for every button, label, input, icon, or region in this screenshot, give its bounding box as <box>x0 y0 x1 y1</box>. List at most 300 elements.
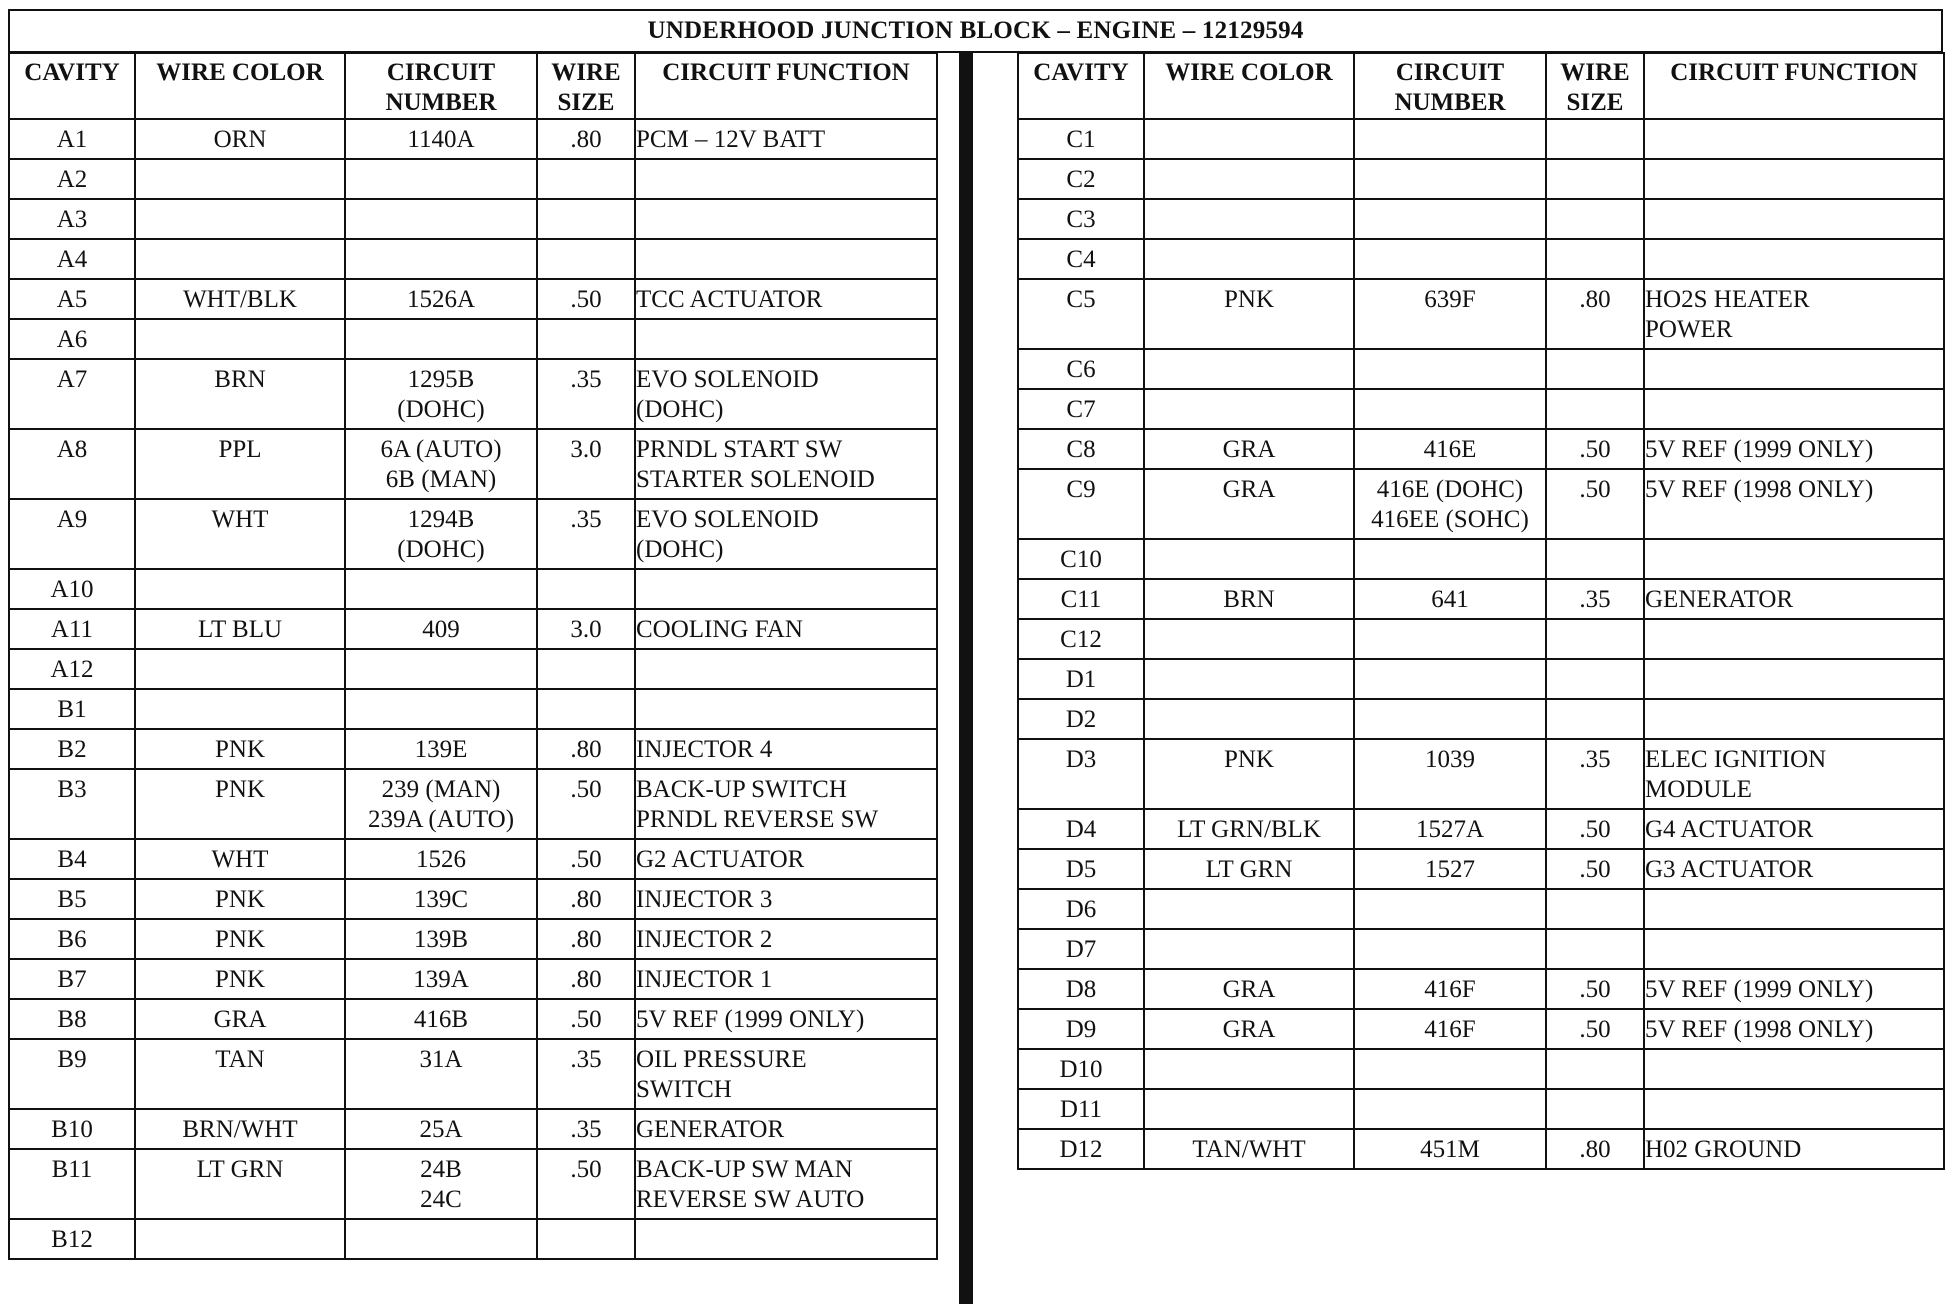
wire-color-cell: BRN <box>1144 579 1354 619</box>
circuit-function-line: STARTER SOLENOID <box>636 466 875 493</box>
wire-size-cell: 3.0 <box>537 429 635 499</box>
table-row <box>1018 349 1944 389</box>
wire-size-cell: .50 <box>537 999 635 1039</box>
cavity-cell: D1 <box>1018 659 1144 699</box>
wire-size-cell <box>1546 929 1644 969</box>
left-table-body <box>9 119 937 1259</box>
table-row <box>1018 889 1944 929</box>
header-wire-size <box>1546 53 1644 119</box>
circuit-function-line: INJECTOR 1 <box>636 966 773 993</box>
circuit-number-cell <box>1354 889 1546 929</box>
cavity-cell: B4 <box>9 839 135 879</box>
circuit-number-cell <box>1354 349 1546 389</box>
circuit-function-cell <box>1644 739 1944 809</box>
circuit-function-cell <box>635 999 937 1039</box>
circuit-function-line: EVO SOLENOID <box>636 366 819 393</box>
circuit-function-line: PCM – 12V BATT <box>636 126 826 153</box>
cavity-cell: B2 <box>9 729 135 769</box>
circuit-number-cell <box>1354 579 1546 619</box>
circuit-function-cell <box>635 1219 937 1259</box>
circuit-number-line: 451M <box>1420 1136 1480 1163</box>
header-wire-color: WIRE COLOR <box>1144 53 1354 119</box>
cavity-cell: D8 <box>1018 969 1144 1009</box>
wire-color-cell: WHT/BLK <box>135 279 345 319</box>
wire-size-cell <box>1546 889 1644 929</box>
table-row <box>1018 119 1944 159</box>
wire-color-cell <box>1144 239 1354 279</box>
wire-size-cell: .50 <box>537 769 635 839</box>
wire-color-cell <box>1144 1049 1354 1089</box>
circuit-number-line: 1294B <box>407 506 475 533</box>
circuit-function-line: GENERATOR <box>636 1116 785 1143</box>
circuit-number-line: 409 <box>422 616 460 643</box>
circuit-function-line: PRNDL REVERSE SW <box>636 806 879 833</box>
wire-size-cell <box>537 689 635 729</box>
table-row <box>9 279 937 319</box>
circuit-function-cell <box>635 959 937 999</box>
wire-size-cell: .80 <box>537 919 635 959</box>
circuit-number-line: 416EE (SOHC) <box>1371 506 1529 533</box>
cavity-cell: C1 <box>1018 119 1144 159</box>
wire-size-cell: .80 <box>537 119 635 159</box>
circuit-number-cell <box>1354 279 1546 349</box>
wire-color-cell: GRA <box>1144 469 1354 539</box>
wire-size-cell <box>1546 239 1644 279</box>
circuit-function-cell <box>635 429 937 499</box>
circuit-function-cell <box>1644 1089 1944 1129</box>
circuit-function-cell <box>635 1149 937 1219</box>
circuit-number-cell <box>345 119 537 159</box>
circuit-number-cell <box>345 919 537 959</box>
table-row <box>1018 619 1944 659</box>
circuit-function-cell <box>1644 659 1944 699</box>
wire-size-cell: .50 <box>1546 1009 1644 1049</box>
header-cavity: CAVITY <box>9 53 135 119</box>
circuit-number-line: 1527A <box>1415 816 1485 843</box>
table-row <box>9 499 937 569</box>
page-title: UNDERHOOD JUNCTION BLOCK – ENGINE – 12129594 <box>8 9 1943 53</box>
circuit-number-cell <box>1354 1049 1546 1089</box>
circuit-function-line: PRNDL START SW <box>636 436 843 463</box>
circuit-number-cell <box>345 1149 537 1219</box>
circuit-function-cell <box>635 319 937 359</box>
circuit-number-cell <box>1354 469 1546 539</box>
wire-color-cell <box>1144 389 1354 429</box>
table-row <box>9 999 937 1039</box>
circuit-number-cell <box>1354 619 1546 659</box>
circuit-number-line: 1527 <box>1425 856 1475 883</box>
cavity-cell: B11 <box>9 1149 135 1219</box>
table-row <box>1018 579 1944 619</box>
circuit-number-line: 239 (MAN) <box>381 776 501 803</box>
table-row <box>1018 1009 1944 1049</box>
header-wire-size-line: SIZE <box>1566 89 1624 116</box>
right-cavity-table <box>1017 52 1945 1170</box>
table-row <box>1018 809 1944 849</box>
cavity-cell: B7 <box>9 959 135 999</box>
wire-color-cell <box>135 689 345 729</box>
circuit-number-line: 1140A <box>407 126 475 153</box>
wire-size-cell: .35 <box>537 499 635 569</box>
circuit-function-line: REVERSE SW AUTO <box>636 1186 865 1213</box>
wire-color-cell: GRA <box>1144 969 1354 1009</box>
cavity-cell: D10 <box>1018 1049 1144 1089</box>
circuit-number-cell <box>1354 849 1546 889</box>
wire-size-cell <box>1546 349 1644 389</box>
circuit-function-line: H02 GROUND <box>1645 1136 1802 1163</box>
circuit-function-cell <box>635 689 937 729</box>
circuit-function-line: G3 ACTUATOR <box>1645 856 1814 883</box>
table-row <box>9 1219 937 1259</box>
wire-size-cell <box>1546 699 1644 739</box>
table-row <box>9 359 937 429</box>
circuit-function-cell <box>1644 1129 1944 1169</box>
wire-color-cell: BRN/WHT <box>135 1109 345 1149</box>
wire-size-cell <box>1546 1049 1644 1089</box>
circuit-function-cell <box>635 729 937 769</box>
cavity-cell: A7 <box>9 359 135 429</box>
circuit-function-cell <box>1644 929 1944 969</box>
wire-color-cell: WHT <box>135 499 345 569</box>
circuit-function-cell <box>1644 159 1944 199</box>
wire-size-cell: .50 <box>1546 469 1644 539</box>
wire-size-cell <box>1546 539 1644 579</box>
wire-color-cell: BRN <box>135 359 345 429</box>
cavity-cell: C2 <box>1018 159 1144 199</box>
header-circuit-number-line: NUMBER <box>385 89 497 116</box>
wire-color-cell <box>1144 199 1354 239</box>
wire-color-cell: ORN <box>135 119 345 159</box>
table-row <box>9 959 937 999</box>
wire-color-cell: PNK <box>135 919 345 959</box>
right-table-body <box>1018 119 1944 1169</box>
cavity-cell: C12 <box>1018 619 1144 659</box>
circuit-function-line: INJECTOR 3 <box>636 886 773 913</box>
circuit-function-cell <box>1644 809 1944 849</box>
circuit-number-cell <box>345 959 537 999</box>
circuit-function-cell <box>635 839 937 879</box>
header-circuit-function: CIRCUIT FUNCTION <box>635 53 937 119</box>
table-row <box>1018 739 1944 809</box>
wire-color-cell: GRA <box>135 999 345 1039</box>
circuit-number-line: (DOHC) <box>397 536 485 563</box>
circuit-number-cell <box>345 239 537 279</box>
wire-color-cell <box>135 649 345 689</box>
circuit-number-line: 25A <box>419 1116 463 1143</box>
circuit-function-line: 5V REF (1999 ONLY) <box>1645 976 1874 1003</box>
wire-color-cell: PNK <box>135 769 345 839</box>
circuit-number-line: 639F <box>1424 286 1476 313</box>
wire-color-cell: LT BLU <box>135 609 345 649</box>
circuit-number-line: 139B <box>413 926 469 953</box>
table-row <box>1018 199 1944 239</box>
cavity-cell: A2 <box>9 159 135 199</box>
header-circuit-function: CIRCUIT FUNCTION <box>1644 53 1944 119</box>
cavity-cell: C6 <box>1018 349 1144 389</box>
circuit-number-cell <box>345 359 537 429</box>
circuit-function-cell <box>635 359 937 429</box>
circuit-number-cell <box>1354 239 1546 279</box>
wire-color-cell <box>135 159 345 199</box>
wire-color-cell: WHT <box>135 839 345 879</box>
wire-size-cell: .50 <box>537 1149 635 1219</box>
table-row <box>9 1149 937 1219</box>
cavity-cell: D11 <box>1018 1089 1144 1129</box>
header-circuit-number-line: CIRCUIT <box>1395 59 1505 86</box>
wire-size-cell <box>537 159 635 199</box>
circuit-function-cell <box>635 159 937 199</box>
wire-size-cell: 3.0 <box>537 609 635 649</box>
cavity-cell: B1 <box>9 689 135 729</box>
cavity-cell: C10 <box>1018 539 1144 579</box>
wire-color-cell <box>135 569 345 609</box>
circuit-number-line: 416E (DOHC) <box>1376 476 1524 503</box>
circuit-number-cell <box>345 499 537 569</box>
wire-size-cell <box>537 239 635 279</box>
wire-color-cell <box>1144 119 1354 159</box>
table-row <box>9 159 937 199</box>
wire-size-cell <box>1546 659 1644 699</box>
wire-color-cell: LT GRN/BLK <box>1144 809 1354 849</box>
circuit-function-cell <box>1644 579 1944 619</box>
wire-color-cell: PNK <box>135 729 345 769</box>
circuit-function-cell <box>1644 199 1944 239</box>
table-row <box>9 839 937 879</box>
wire-size-cell: .50 <box>1546 969 1644 1009</box>
circuit-function-cell <box>635 239 937 279</box>
circuit-function-line: POWER <box>1645 316 1733 343</box>
circuit-function-line: 5V REF (1998 ONLY) <box>1645 1016 1874 1043</box>
cavity-cell: B10 <box>9 1109 135 1149</box>
wire-size-cell: .80 <box>1546 1129 1644 1169</box>
circuit-number-line: 1526 <box>416 846 466 873</box>
circuit-number-cell <box>1354 119 1546 159</box>
circuit-function-line: SWITCH <box>636 1076 732 1103</box>
table-row <box>1018 699 1944 739</box>
table-header-row <box>1018 53 1944 119</box>
header-wire-size-line: SIZE <box>557 89 615 116</box>
table-row <box>1018 969 1944 1009</box>
table-row <box>1018 659 1944 699</box>
circuit-function-cell <box>1644 1009 1944 1049</box>
cavity-cell: B3 <box>9 769 135 839</box>
wire-color-cell <box>1144 659 1354 699</box>
cavity-cell: A6 <box>9 319 135 359</box>
table-row <box>1018 1089 1944 1129</box>
wire-color-cell: PNK <box>1144 279 1354 349</box>
wire-size-cell <box>1546 389 1644 429</box>
circuit-number-line: 641 <box>1431 586 1469 613</box>
cavity-cell: B5 <box>9 879 135 919</box>
table-row <box>1018 1129 1944 1169</box>
table-row <box>9 609 937 649</box>
table-row <box>9 689 937 729</box>
wire-size-cell: .50 <box>537 279 635 319</box>
cavity-cell: C11 <box>1018 579 1144 619</box>
circuit-function-cell <box>1644 279 1944 349</box>
table-row <box>1018 159 1944 199</box>
wire-color-cell: PNK <box>135 959 345 999</box>
wire-size-cell <box>537 319 635 359</box>
cavity-cell: A5 <box>9 279 135 319</box>
circuit-function-cell <box>1644 119 1944 159</box>
table-row <box>9 769 937 839</box>
circuit-function-cell <box>1644 699 1944 739</box>
wire-size-cell: .35 <box>537 1039 635 1109</box>
header-wire-size-line: WIRE <box>551 59 621 86</box>
cavity-cell: A3 <box>9 199 135 239</box>
table-row <box>1018 239 1944 279</box>
circuit-number-cell <box>1354 969 1546 1009</box>
circuit-function-cell <box>1644 389 1944 429</box>
circuit-function-line: (DOHC) <box>636 536 724 563</box>
cavity-cell: D12 <box>1018 1129 1144 1169</box>
table-row <box>9 729 937 769</box>
cavity-cell: D5 <box>1018 849 1144 889</box>
circuit-function-line: BACK-UP SW MAN <box>636 1156 853 1183</box>
left-cavity-table <box>8 52 938 1260</box>
circuit-function-line: INJECTOR 2 <box>636 926 773 953</box>
circuit-number-cell <box>1354 659 1546 699</box>
wire-size-cell <box>537 199 635 239</box>
table-row <box>1018 1049 1944 1089</box>
circuit-number-cell <box>1354 739 1546 809</box>
wire-color-cell <box>135 239 345 279</box>
circuit-number-cell <box>345 689 537 729</box>
wire-color-cell <box>135 199 345 239</box>
wire-color-cell: TAN <box>135 1039 345 1109</box>
circuit-function-line: 5V REF (1999 ONLY) <box>636 1006 865 1033</box>
circuit-number-line: 1295B <box>407 366 475 393</box>
wire-size-cell <box>537 1219 635 1259</box>
circuit-number-line: 416F <box>1424 1016 1476 1043</box>
header-circuit-number <box>1354 53 1546 119</box>
circuit-function-cell <box>1644 429 1944 469</box>
circuit-function-line: 5V REF (1998 ONLY) <box>1645 476 1874 503</box>
circuit-number-cell <box>1354 199 1546 239</box>
cavity-cell: D6 <box>1018 889 1144 929</box>
circuit-number-cell <box>345 569 537 609</box>
wire-size-cell <box>1546 199 1644 239</box>
wire-size-cell: .50 <box>1546 809 1644 849</box>
circuit-function-cell <box>635 119 937 159</box>
circuit-function-cell <box>635 1039 937 1109</box>
wire-color-cell: PNK <box>135 879 345 919</box>
header-wire-size-line: WIRE <box>1560 59 1630 86</box>
circuit-number-line: 24C <box>420 1186 462 1213</box>
circuit-function-line: G4 ACTUATOR <box>1645 816 1814 843</box>
circuit-number-line: 416F <box>1424 976 1476 1003</box>
circuit-number-cell <box>1354 1009 1546 1049</box>
circuit-function-line: MODULE <box>1645 776 1752 803</box>
cavity-cell: A12 <box>9 649 135 689</box>
circuit-function-line: (DOHC) <box>636 396 724 423</box>
circuit-number-cell <box>1354 1089 1546 1129</box>
wire-size-cell: .35 <box>537 1109 635 1149</box>
circuit-number-cell <box>345 429 537 499</box>
header-circuit-number-line: NUMBER <box>1394 89 1506 116</box>
cavity-cell: D7 <box>1018 929 1144 969</box>
wire-color-cell: GRA <box>1144 429 1354 469</box>
wire-color-cell <box>1144 159 1354 199</box>
circuit-function-line: HO2S HEATER <box>1645 286 1810 313</box>
circuit-number-line: 31A <box>419 1046 463 1073</box>
circuit-function-cell <box>1644 889 1944 929</box>
circuit-number-cell <box>1354 159 1546 199</box>
wire-size-cell <box>1546 1089 1644 1129</box>
circuit-number-line: 239A (AUTO) <box>367 806 515 833</box>
table-row <box>9 1109 937 1149</box>
circuit-number-line: 416B <box>413 1006 469 1033</box>
circuit-number-cell <box>345 279 537 319</box>
circuit-function-cell <box>635 879 937 919</box>
wire-size-cell: .80 <box>1546 279 1644 349</box>
circuit-function-cell <box>635 919 937 959</box>
circuit-number-cell <box>1354 1129 1546 1169</box>
wire-size-cell: .35 <box>1546 579 1644 619</box>
circuit-number-line: 1039 <box>1425 746 1475 773</box>
circuit-number-cell <box>345 609 537 649</box>
table-row <box>9 569 937 609</box>
table-row <box>9 199 937 239</box>
table-row <box>9 239 937 279</box>
circuit-function-cell <box>635 569 937 609</box>
wire-color-cell: LT GRN <box>135 1149 345 1219</box>
cavity-cell: C5 <box>1018 279 1144 349</box>
table-row <box>1018 539 1944 579</box>
table-row <box>1018 429 1944 469</box>
table-row <box>9 429 937 499</box>
wire-size-cell: .35 <box>1546 739 1644 809</box>
wire-color-cell <box>1144 619 1354 659</box>
circuit-number-cell <box>345 879 537 919</box>
header-circuit-number-line: CIRCUIT <box>386 59 496 86</box>
table-row <box>9 119 937 159</box>
wire-size-cell <box>1546 619 1644 659</box>
circuit-function-cell <box>635 1109 937 1149</box>
junction-block-page <box>8 9 1943 1304</box>
circuit-function-cell <box>635 499 937 569</box>
circuit-number-cell <box>1354 539 1546 579</box>
circuit-function-line: G2 ACTUATOR <box>636 846 805 873</box>
circuit-number-cell <box>345 839 537 879</box>
circuit-number-cell <box>345 1039 537 1109</box>
circuit-number-cell <box>345 1219 537 1259</box>
table-row <box>9 919 937 959</box>
circuit-number-cell <box>345 999 537 1039</box>
cavity-cell: D3 <box>1018 739 1144 809</box>
wire-color-cell: PPL <box>135 429 345 499</box>
circuit-function-line: ELEC IGNITION <box>1645 746 1827 773</box>
cavity-cell: A11 <box>9 609 135 649</box>
table-row <box>9 649 937 689</box>
circuit-number-line: 24B <box>420 1156 462 1183</box>
wire-size-cell: .80 <box>537 879 635 919</box>
circuit-number-cell <box>1354 929 1546 969</box>
wire-size-cell <box>1546 159 1644 199</box>
table-row <box>1018 849 1944 889</box>
wire-size-cell: .50 <box>1546 429 1644 469</box>
circuit-number-line: 139A <box>413 966 469 993</box>
wire-size-cell: .50 <box>1546 849 1644 889</box>
cavity-cell: C3 <box>1018 199 1144 239</box>
cavity-cell: A9 <box>9 499 135 569</box>
wire-size-cell: .80 <box>537 959 635 999</box>
circuit-number-cell <box>1354 429 1546 469</box>
table-row <box>1018 469 1944 539</box>
circuit-number-cell <box>345 199 537 239</box>
circuit-function-cell <box>1644 849 1944 889</box>
